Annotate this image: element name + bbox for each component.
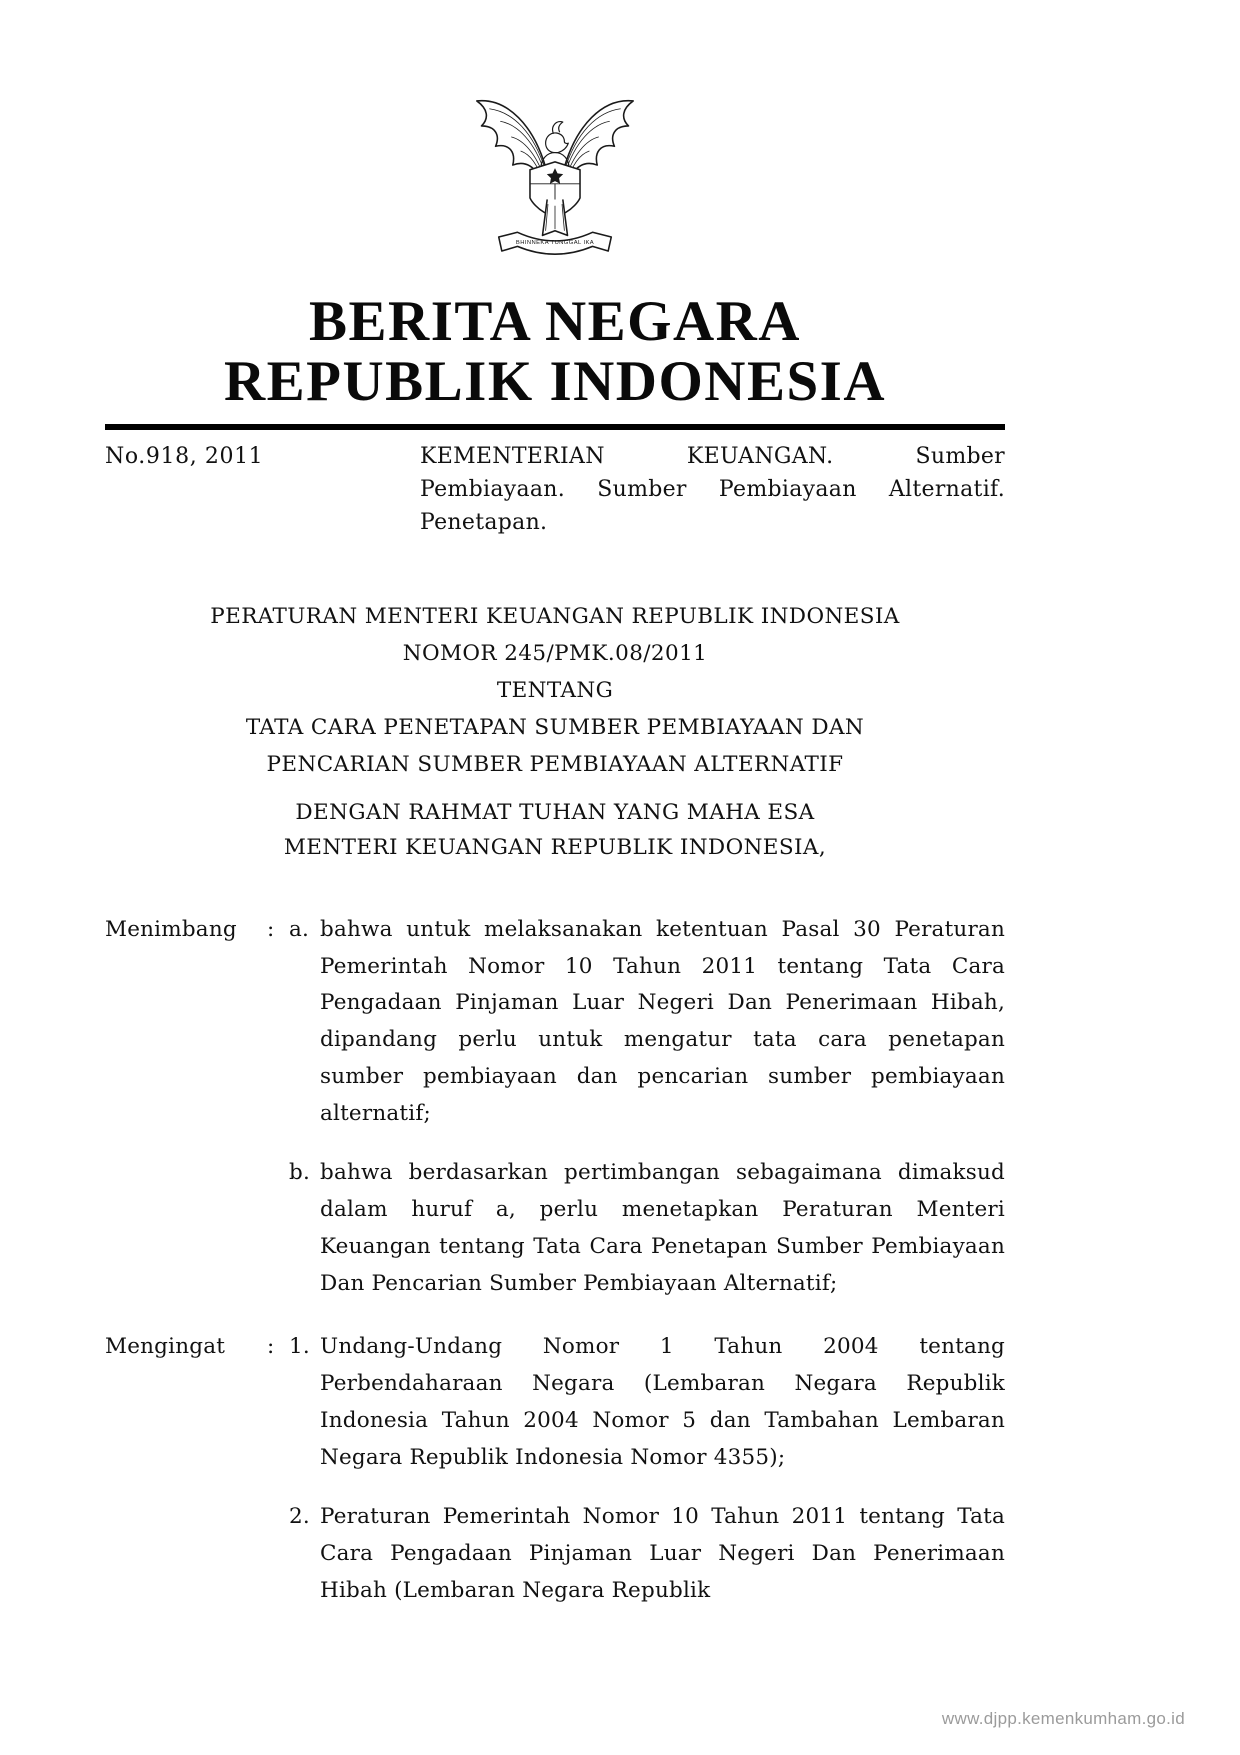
item-marker: a. — [289, 916, 310, 942]
page-content — [105, 0, 1005, 1610]
regulation-subject-line: PENCARIAN SUMBER PEMBIAYAAN ALTERNATIF — [266, 751, 844, 777]
clauses-section — [105, 912, 1005, 1610]
item-text: bahwa untuk melaksanakan ketentuan Pasal 30 Peraturan Pemerintah Nomor 10 Tahun 2011 tentang Tata Cara Pengadaan Pinjaman Luar Negeri Dan Penerimaan Hibah, dipandang perlu untuk mengatur tata cara penetapan sumber pembiayaan dan pencarian sumber pembiayaan alternatif; — [320, 916, 1005, 1127]
regulation-subject-line: TATA CARA PENETAPAN SUMBER PEMBIAYAAN DAN — [245, 714, 865, 740]
clause-items — [289, 912, 1005, 1304]
gazette-title — [105, 292, 1005, 412]
clause-menimbang — [105, 912, 1005, 1304]
list-item — [289, 1155, 1005, 1303]
masthead-divider — [105, 424, 1005, 430]
item-text: bahwa berdasarkan pertimbangan sebagaimana dimaksud dalam huruf a, perlu menetapkan Peraturan Menteri Keuangan tentang Tata Cara Penetapan Sumber Pembiayaan Dan Pencarian Sumber Pembiayaan Alternatif; — [320, 1160, 1005, 1297]
invocation-line: DENGAN RAHMAT TUHAN YANG MAHA ESA — [295, 799, 815, 825]
gazette-title-line2: REPUBLIK INDONESIA — [223, 349, 887, 413]
site-watermark: www.djpp.kemenkumham.go.id — [941, 1709, 1185, 1728]
clause-label: Menimbang — [105, 916, 237, 942]
emblem-motto-text: BHINNEKA TUNGGAL IKA — [515, 240, 595, 247]
item-marker: b. — [289, 1160, 310, 1186]
tail-feathers-icon — [542, 199, 567, 235]
clause-label: Mengingat — [105, 1334, 226, 1360]
list-item — [289, 1499, 1005, 1610]
abstract-line: KEMENTERIAN KEUANGAN. Sumber — [420, 443, 1005, 469]
abstract-line: Pembiayaan. Sumber Pembiayaan Alternatif. — [420, 476, 1005, 502]
regulation-title-line: PERATURAN MENTERI KEUANGAN REPUBLIK INDONESIA — [210, 603, 900, 629]
clause-colon: : — [267, 1334, 275, 1360]
item-marker: 1. — [289, 1334, 310, 1360]
issue-number: No.918, 2011 — [105, 443, 264, 469]
clause-mengingat — [105, 1329, 1005, 1610]
garuda-emblem-graphic — [469, 80, 641, 272]
gazette-title-line1: BERITA NEGARA — [309, 290, 801, 353]
eagle-head-icon — [546, 122, 569, 153]
regulation-tentang-line: TENTANG — [496, 677, 614, 703]
clause-colon: : — [267, 916, 275, 942]
regulation-number-line: NOMOR 245/PMK.08/2011 — [402, 640, 708, 666]
subject-abstract — [420, 440, 1005, 539]
garuda-pancasila-emblem — [105, 0, 1005, 272]
clause-items — [289, 1329, 1005, 1610]
authority-line: MENTERI KEUANGAN REPUBLIK INDONESIA, — [283, 834, 827, 860]
item-text: Undang-Undang Nomor 1 Tahun 2004 tentang Perbendaharaan Negara (Lembaran Negara Republik Indonesia Tahun 2004 Nomor 5 dan Tambahan Lembaran Negara Republik Indonesia Nomor 4355); — [320, 1334, 1005, 1471]
issue-row — [105, 440, 1005, 539]
item-text: Peraturan Pemerintah Nomor 10 Tahun 2011 tentang Tata Cara Pengadaan Pinjaman Luar Negeri Dan Penerimaan Hibah (Lembaran Negara Republik — [320, 1504, 1005, 1604]
regulation-title — [105, 599, 1005, 784]
list-item — [289, 1329, 1005, 1477]
item-marker: 2. — [289, 1504, 310, 1530]
list-item — [289, 912, 1005, 1134]
abstract-line: Penetapan. — [420, 509, 548, 535]
